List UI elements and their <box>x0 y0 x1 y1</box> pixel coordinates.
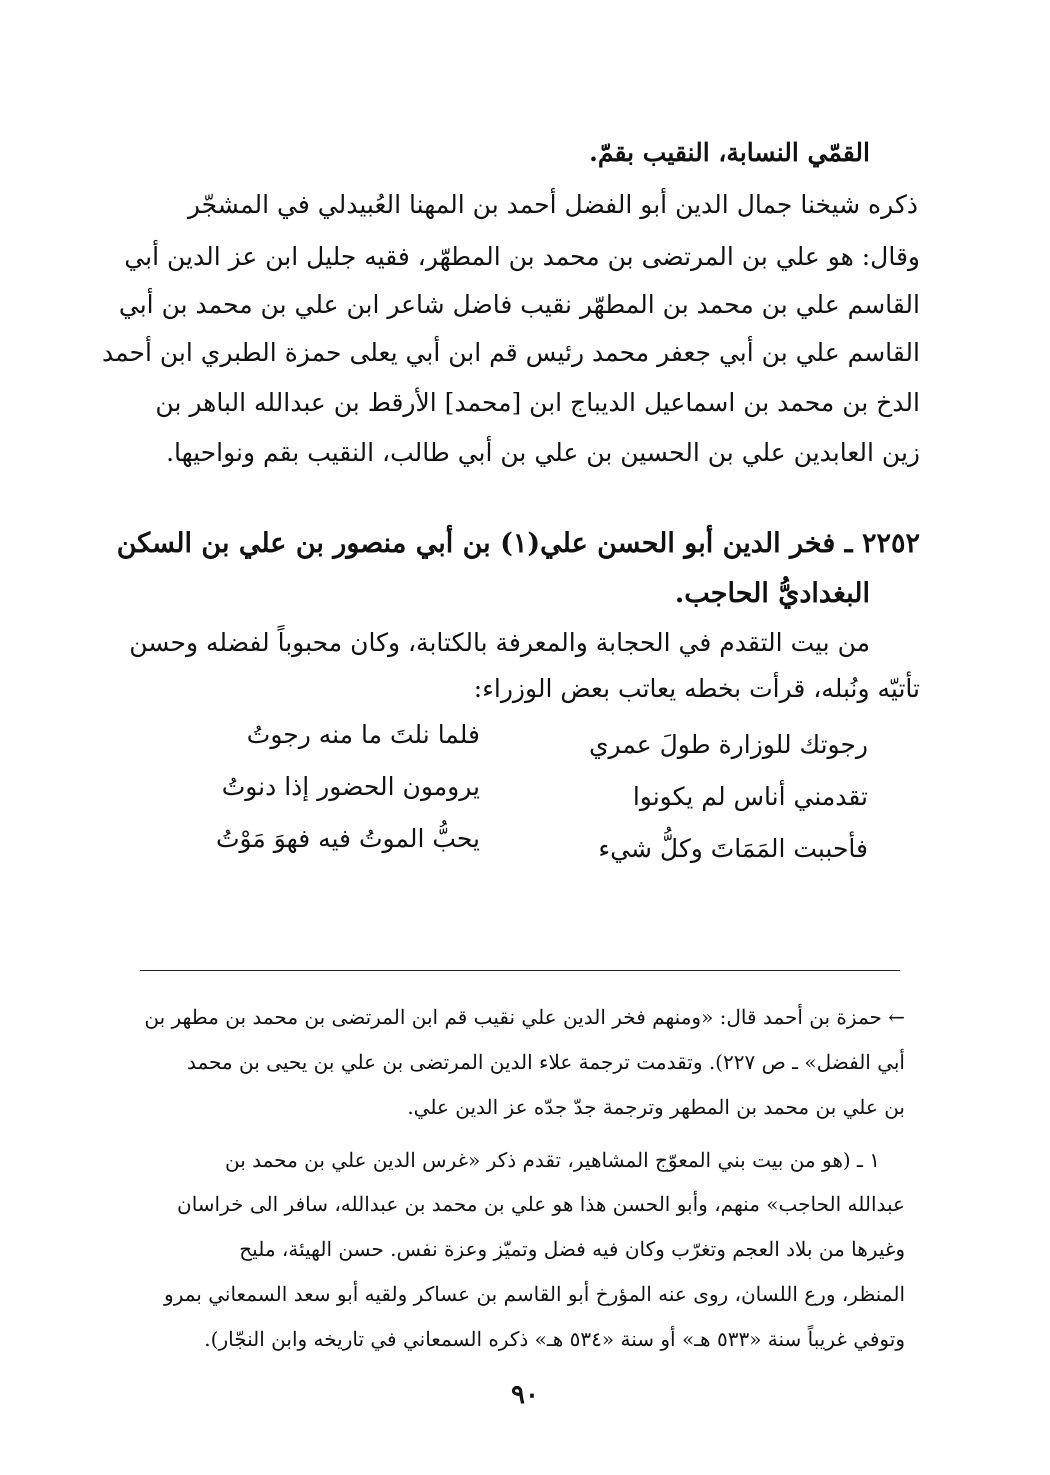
body-line: وقال: هو علي بن المرتضى بن محمد بن المطهّر، فقيه جليل ابن عز الدين أبي <box>124 242 920 271</box>
page-number: ٩٠ <box>511 1380 539 1410</box>
footnote-line: ١ ـ (هو من بيت بني المعوّج المشاهير، تقدم ذكر «غرس الدين علي بن محمد بن <box>224 1148 880 1172</box>
footnote-line: المنظر، ورع اللسان، روى عنه المؤرخ أبو القاسم بن عساكر ولقيه أبو سعد السمعاني بمرو <box>164 1282 905 1306</box>
footnote-line: عبدالله الحاجب» منهم، وأبو الحسن هذا هو علي بن محمد بن عبدالله، سافر الى خراسان <box>177 1192 905 1216</box>
footnote-line: أبي الفضل» ـ ص ٢٢٧). وتقدمت ترجمة علاء الدين المرتضى بن علي بن يحيى بن محمد <box>186 1050 905 1074</box>
footnote-line: وغيرها من بلاد العجم وتغرّب وكان فيه فضل وتميّز وعزة نفس. حسن الهيئة، مليح <box>239 1237 905 1261</box>
verse-first-hemistich: فأحببت المَمَاتَ وكلُّ شيء <box>598 834 868 863</box>
entry-heading-line-1: ٢٢٥٢ ـ فخر الدين أبو الحسن علي(١) بن أبي منصور بن علي بن السكن <box>116 528 920 559</box>
verse-second-hemistich: فلما نلتَ ما منه رجوتُ <box>246 720 480 749</box>
footnote-separator <box>140 970 900 971</box>
verse-first-hemistich: تقدمني أناس لم يكونوا <box>632 782 868 811</box>
verse-second-hemistich: يرومون الحضور إذا دنوتُ <box>221 772 480 801</box>
body-line: القاسم علي بن أبي جعفر محمد رئيس قم ابن أبي يعلى حمزة الطبري ابن أحمد <box>101 338 920 367</box>
entry-text-line: تأتيّه ونُبله، قرأت بخطه يعاتب بعض الوزراء: <box>473 674 920 703</box>
footnote-line: ← حمزة بن أحمد قال: «ومنهم فخر الدين علي نقيب قم ابن المرتضى بن محمد بن مطهر بن <box>144 1005 905 1029</box>
body-line: القمّي النسابة، النقيب بقمّ. <box>589 138 870 167</box>
body-line: القاسم علي بن محمد بن المطهّر نقيب فاضل شاعر ابن علي بن محمد بن أبي <box>118 290 920 319</box>
body-line: ذكره شيخنا جمال الدين أبو الفضل أحمد بن المهنا العُبيدلي في المشجّر <box>187 190 918 219</box>
verse-first-hemistich: رجوتك للوزارة طولَ عمري <box>588 730 868 759</box>
entry-heading-line-2: البغداديُّ الحاجب. <box>674 578 870 609</box>
footnote-line: بن علي بن محمد بن المطهر وترجمة جدّ جدّه عز الدين علي. <box>407 1095 905 1119</box>
body-line: الدخ بن محمد بن اسماعيل الديباج ابن [محمد] الأرقط بن عبدالله الباهر بن <box>155 388 920 417</box>
body-line: زين العابدين علي بن الحسين بن علي بن أبي طالب، النقيب بقم ونواحيها. <box>166 438 920 467</box>
entry-text-line: من بيت التقدم في الحجابة والمعرفة بالكتابة، وكان محبوباً لفضله وحسن <box>129 628 870 657</box>
verse-second-hemistich: يحبُّ الموتُ فيه فهوَ مَوْتُ <box>215 824 480 853</box>
footnote-line: وتوفي غريباً سنة «٥٣٣ هـ» أو سنة «٥٣٤ هـ» ذكره السمعاني في تاريخه وابن النجّار). <box>204 1327 905 1351</box>
